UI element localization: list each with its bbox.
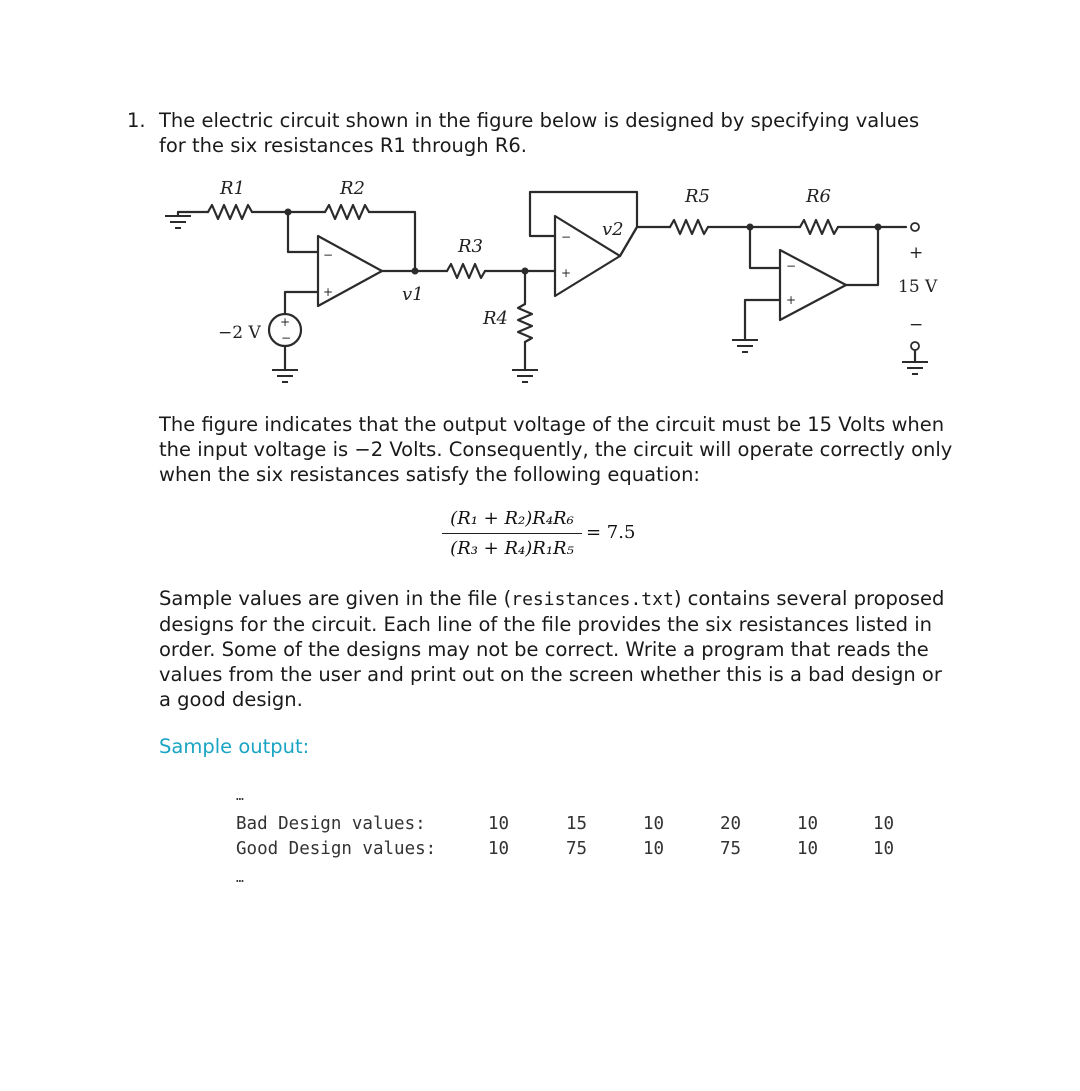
source-plus: +: [280, 315, 291, 329]
node-dot: [412, 268, 419, 275]
node-dot: [875, 224, 882, 231]
problem-number: 1.: [127, 109, 146, 132]
node-dot: [522, 268, 529, 275]
circuit-diagram: [150, 172, 940, 392]
output-plus-sign: +: [909, 243, 924, 263]
r2-resistor: [325, 205, 369, 219]
label-r4: R4: [483, 308, 509, 329]
ellipsis-bottom: …: [236, 871, 244, 886]
equation-denominator: (R₃ + R₄)R₁R₅: [450, 538, 574, 559]
value: 10: [797, 839, 819, 859]
label-r5: R5: [685, 186, 711, 207]
node-dot: [747, 224, 754, 231]
r5-to-node-wire: [708, 227, 780, 268]
equation-numerator: (R₁ + R₂)R₄R₆: [450, 508, 574, 529]
paragraph-1: The figure indicates that the output voltage of the circuit must be 15 Volts when the input voltage is −2 Volts. Consequently, the circuit will operate correctly only when the six resistances satisfy the following equation:: [159, 413, 953, 486]
paragraph-2: [159, 586, 959, 712]
label-r2: R2: [340, 178, 366, 199]
output-row-bad: [236, 814, 936, 838]
value: 15: [566, 814, 588, 834]
label-v2: v2: [602, 219, 624, 240]
ground-icon: [512, 370, 538, 382]
label-output-voltage: 15 V: [898, 277, 938, 297]
value: 75: [566, 839, 588, 859]
r3-resistor: [447, 264, 485, 278]
value: 10: [488, 839, 510, 859]
ground-icon: [272, 370, 298, 382]
sample-output-heading: Sample output:: [159, 735, 310, 758]
opamp-3-minus: −: [786, 259, 797, 273]
filename: resistances.txt: [511, 589, 674, 610]
problem-intro: The electric circuit shown in the figure below is designed by specifying values for the six resistances R1 through R6.: [159, 109, 920, 157]
ellipsis-top: …: [236, 789, 244, 804]
r6-resistor: [800, 220, 838, 234]
opamp-1-minus: −: [323, 248, 334, 262]
opamp-3-output-wire: [846, 227, 878, 285]
output-minus-sign: −: [909, 315, 924, 335]
value: 10: [797, 814, 819, 834]
row-label: Bad Design values:: [236, 814, 426, 834]
output-terminal-top: [911, 223, 919, 231]
value: 10: [488, 814, 510, 834]
label-r1: R1: [220, 178, 246, 199]
opamp-1-plus: +: [323, 285, 334, 299]
value: 10: [643, 839, 665, 859]
row-label: Good Design values:: [236, 839, 437, 859]
source-minus: −: [281, 331, 292, 345]
source-wire: [285, 292, 318, 314]
node-dot: [285, 209, 292, 216]
r1-resistor: [208, 205, 252, 219]
ground-symbols: [165, 216, 928, 382]
output-row-good: [236, 839, 936, 863]
value: 10: [643, 814, 665, 834]
paragraph-2-after: ) contains several proposed designs for the circuit. Each line of the file provides the six resistances listed in order. Some of the designs may not be correct. Write a program that reads the values from the user and print out on the screen whether this is a bad design or a good design.: [159, 587, 945, 711]
value: 10: [873, 814, 895, 834]
opamp-3-ground-wire: [745, 300, 780, 340]
value: 75: [720, 839, 742, 859]
equation-fraction: [442, 508, 636, 559]
value: 20: [720, 814, 742, 834]
r4-resistor: [518, 304, 532, 342]
output-terminal-bottom: [911, 342, 919, 350]
opamp-2-minus: −: [561, 230, 572, 244]
label-v1: v1: [402, 284, 424, 305]
r1-to-node-wire: [252, 212, 318, 252]
ground-icon: [732, 340, 758, 352]
paragraph-2-before: Sample values are given in the file (: [159, 587, 512, 610]
ground-icon: [902, 362, 928, 374]
ground-icon: [165, 216, 191, 228]
opamp-3-plus: +: [786, 293, 797, 307]
r5-resistor: [670, 220, 708, 234]
equation-rhs: = 7.5: [586, 522, 636, 543]
label-source-voltage: −2 V: [218, 323, 261, 343]
opamp-2-output-wire: [620, 227, 670, 256]
r2-to-output-wire: [369, 212, 415, 270]
label-r3: R3: [458, 236, 484, 257]
label-r6: R6: [806, 186, 832, 207]
value: 10: [873, 839, 895, 859]
opamp-2-plus: +: [561, 266, 572, 280]
